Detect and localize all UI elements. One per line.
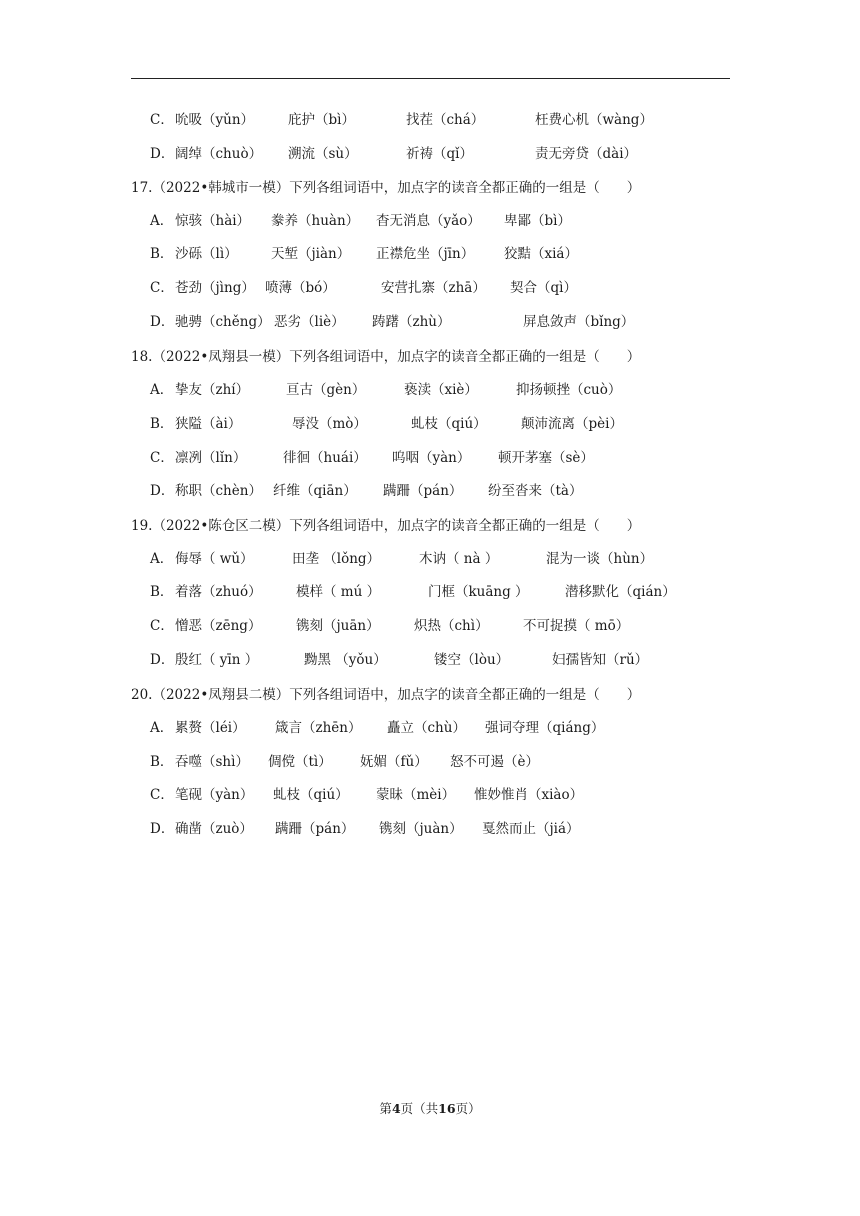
option-term: 亵渎（xiè） — [404, 382, 478, 398]
option-term: 纤维（qiān） — [273, 483, 357, 499]
option-row — [0, 650, 860, 670]
option-term: 恶劣（liè） — [274, 314, 345, 330]
option-term: 侮辱（ wǔ） — [175, 551, 254, 567]
question-17-stem: 17.（2022•韩城市一模）下列各组词语中，加点字的读音全都正确的一组是（ ） — [131, 180, 641, 196]
option-term: 豢养（huàn） — [271, 213, 360, 229]
page-footer — [0, 1100, 860, 1118]
option-term: 黝黑 （yǒu） — [304, 652, 387, 668]
option-term: 戛然而止（jiá） — [482, 821, 580, 837]
question-stem — [0, 178, 860, 198]
option-term: 祈祷（qǐ） — [406, 146, 473, 162]
option-row — [0, 616, 860, 636]
option-term: 踌躇（zhù） — [372, 314, 451, 330]
option-term: 虬枝（qiú） — [411, 416, 487, 432]
option-term: 屏息敛声（bǐng） — [523, 314, 635, 330]
option-label: A． — [150, 382, 174, 398]
option-label: C． — [150, 450, 174, 466]
option-term: 蹒跚（pán） — [275, 821, 355, 837]
option-row — [0, 785, 860, 805]
option-row — [0, 211, 860, 231]
option-term: 殷红（ yīn ） — [175, 652, 259, 668]
option-label: A． — [150, 213, 174, 229]
option-term: 虬枝（qiú） — [273, 787, 349, 803]
option-term: 纷至沓来（tà） — [488, 483, 583, 499]
option-term: 门框（kuāng ） — [428, 584, 529, 600]
option-term: 强词夺理（qiáng） — [485, 720, 605, 736]
question-stem — [0, 347, 860, 367]
option-row — [0, 414, 860, 434]
option-term: 喷薄（bó） — [265, 280, 336, 296]
option-label: A． — [150, 551, 174, 567]
option-term: 颠沛流离（pèi） — [521, 416, 623, 432]
question-stem — [0, 516, 860, 536]
question-20-stem: 20.（2022•凤翔县二模）下列各组词语中，加点字的读音全都正确的一组是（ ） — [131, 687, 641, 703]
option-term: 混为一谈（hùn） — [546, 551, 654, 567]
option-term: 倜傥（tì） — [268, 754, 332, 770]
option-row — [0, 380, 860, 400]
option-term: 木讷（ nà ） — [419, 551, 499, 567]
option-term: 徘徊（huái） — [283, 450, 367, 466]
option-term: 狡黠（xiá） — [504, 246, 578, 262]
option-row — [0, 549, 860, 569]
option-label: B． — [150, 246, 174, 262]
option-row — [0, 312, 860, 332]
option-label: B． — [150, 754, 174, 770]
option-term: 亘古（gèn） — [286, 382, 366, 398]
option-term: 找茬（chá） — [406, 112, 485, 128]
option-row — [0, 718, 860, 738]
option-term: 惊骇（hài） — [175, 213, 251, 229]
option-term: 溯流（sù） — [288, 146, 358, 162]
footer-total-pages: 16 — [438, 1101, 456, 1116]
option-term: 卑鄙（bì） — [504, 213, 571, 229]
option-term: 惟妙惟肖（xiào） — [474, 787, 584, 803]
option-term: 庇护（bì） — [288, 112, 355, 128]
option-term: 模样（ mú ） — [296, 584, 381, 600]
option-term: 妇孺皆知（rǔ） — [552, 652, 649, 668]
option-term: 憎恶（zēng） — [175, 618, 262, 634]
option-row — [0, 448, 860, 468]
option-label: D． — [150, 483, 175, 499]
option-term: 吞噬（shì） — [175, 754, 249, 770]
option-term: 辱没（mò） — [292, 416, 367, 432]
question-19-stem: 19.（2022•陈仓区二模）下列各组词语中，加点字的读音全都正确的一组是（ ） — [131, 518, 641, 534]
option-term: 责无旁贷（dài） — [535, 146, 638, 162]
option-label: D． — [150, 821, 175, 837]
option-term: 阔绰（chuò） — [175, 146, 263, 162]
option-term: 不可捉摸（ mō） — [523, 618, 630, 634]
footer-mid: 页（共 — [400, 1101, 439, 1116]
option-row — [0, 110, 860, 130]
option-term: 潜移默化（qián） — [565, 584, 676, 600]
option-label: B． — [150, 416, 174, 432]
option-label: C． — [150, 618, 174, 634]
option-term: 笔砚（yàn） — [175, 787, 254, 803]
option-row — [0, 244, 860, 264]
option-row — [0, 481, 860, 501]
option-term: 蒙昧（mèi） — [376, 787, 456, 803]
option-label: A． — [150, 720, 174, 736]
option-term: 累赘（léi） — [175, 720, 246, 736]
option-term: 枉费心机（wàng） — [535, 112, 653, 128]
option-term: 着落（zhuó） — [175, 584, 262, 600]
option-term: 驰骋（chěng） — [175, 314, 271, 330]
option-term: 狭隘（ài） — [175, 416, 242, 432]
option-term: 顿开茅塞（sè） — [498, 450, 594, 466]
option-term: 称职（chèn） — [175, 483, 262, 499]
option-term: 蹒跚（pán） — [383, 483, 463, 499]
option-term: 妩媚（fǔ） — [360, 754, 428, 770]
option-term: 契合（qì） — [510, 280, 577, 296]
option-label: C． — [150, 787, 174, 803]
option-term: 镂空（lòu） — [434, 652, 510, 668]
option-term: 沙砾（lì） — [175, 246, 238, 262]
option-term: 怒不可遏（è） — [450, 754, 539, 770]
option-row — [0, 819, 860, 839]
option-term: 凛冽（lǐn） — [175, 450, 247, 466]
option-term: 呜咽（yàn） — [392, 450, 471, 466]
option-row — [0, 144, 860, 164]
option-term: 天堑（jiàn） — [271, 246, 351, 262]
question-18-stem: 18.（2022•凤翔县一模）下列各组词语中，加点字的读音全都正确的一组是（ ） — [131, 349, 641, 365]
option-term: 杳无消息（yǎo） — [376, 213, 481, 229]
option-term: 抑扬顿挫（cuò） — [516, 382, 622, 398]
option-label: D． — [150, 652, 175, 668]
option-term: 挚友（zhí） — [175, 382, 250, 398]
option-row — [0, 278, 860, 298]
option-term: 田垄 （lǒng） — [292, 551, 381, 567]
question-stem — [0, 685, 860, 705]
option-term: 箴言（zhēn） — [275, 720, 362, 736]
option-label: B． — [150, 584, 174, 600]
option-term: 安营扎寨（zhā） — [381, 280, 486, 296]
option-row — [0, 582, 860, 602]
option-term: 炽热（chì） — [414, 618, 489, 634]
option-label: C． — [150, 112, 174, 128]
footer-page-number: 4 — [391, 1101, 401, 1116]
option-label: C． — [150, 280, 174, 296]
option-term: 矗立（chù） — [387, 720, 466, 736]
option-term: 镌刻（juān） — [296, 618, 380, 634]
option-row — [0, 752, 860, 772]
footer-prefix: 第 — [379, 1101, 392, 1116]
option-term: 确凿（zuò） — [175, 821, 253, 837]
option-label: D． — [150, 314, 175, 330]
footer-suffix: 页） — [455, 1101, 481, 1116]
option-term: 正襟危坐（jīn） — [376, 246, 475, 262]
option-term: 镌刻（juàn） — [379, 821, 463, 837]
option-term: 苍劲（jìng） — [175, 280, 255, 296]
option-term: 吮吸（yǔn） — [175, 112, 255, 128]
option-label: D． — [150, 146, 175, 162]
